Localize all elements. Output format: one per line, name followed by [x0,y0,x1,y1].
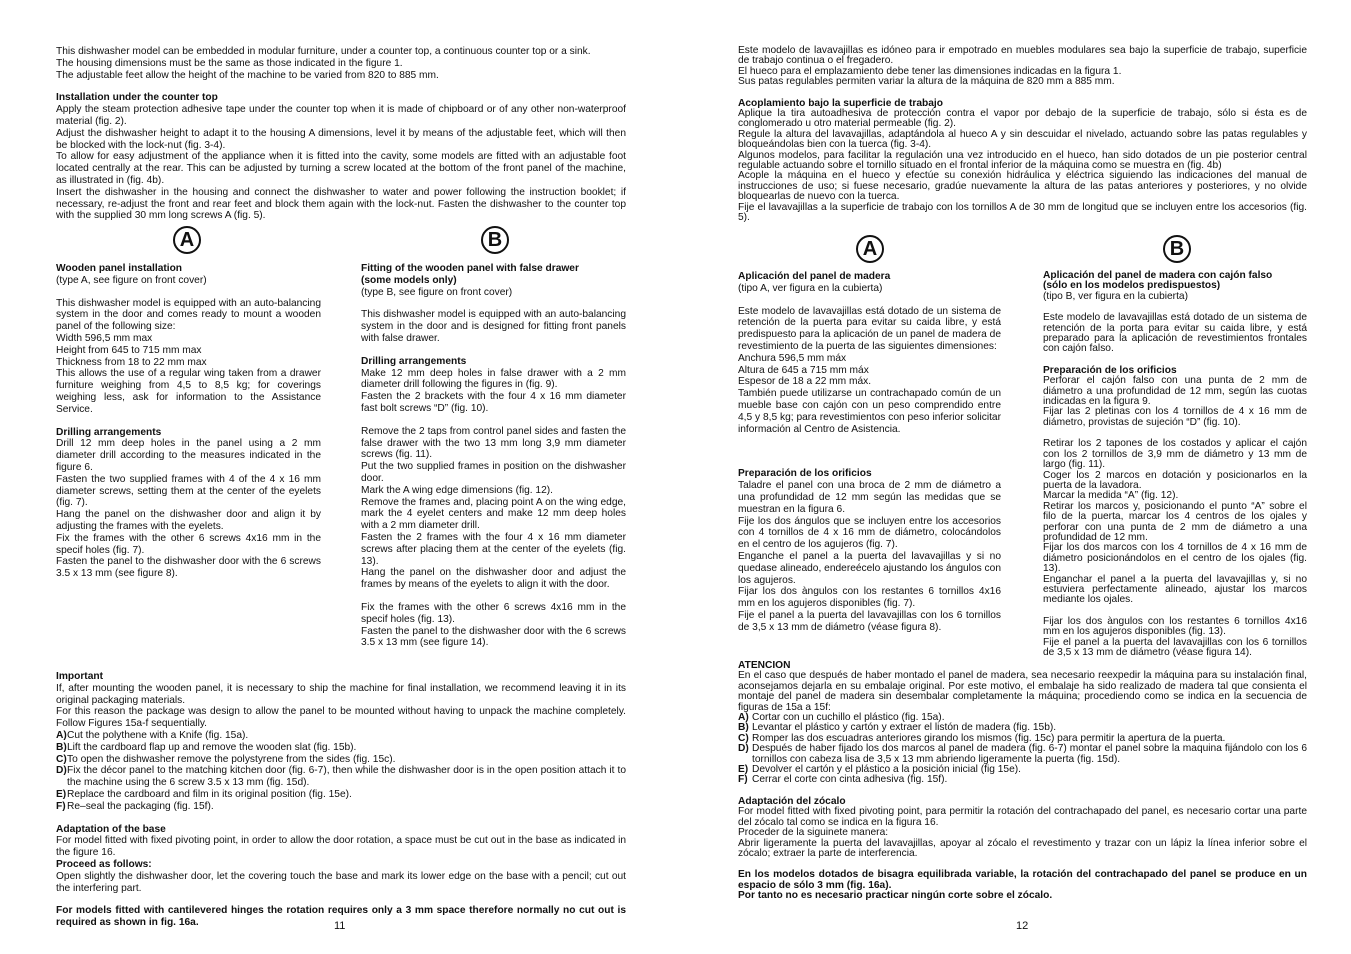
list-text: Replace the cardboard and film in its original position (fig. 15e). [67,788,352,800]
section-subheading: (sólo en los modelos predispuestos) [1043,280,1221,292]
paragraph: Fijar los dos àngulos con los restantes 6 tornillos 4x16 mm en los agujeros disponibles (fig. 13). [1043,615,1307,638]
list-key: F) [738,774,748,786]
list-text: Lift the cardboard flap up and remove the wooden slat (fig. 15b). [67,741,357,753]
list-key: E) [738,764,749,776]
section-heading: ATENCION [738,660,791,671]
paragraph: Proceder de la siguinete manera: [738,827,889,839]
section-heading: Preparación de los orificios [738,468,872,480]
spec-line: Anchura 596,5 mm máx [738,352,847,364]
paragraph: Drill 12 mm deep holes in the panel using a 2 mm diameter drill according to the measures indicated in the figure 6. [56,438,321,473]
spec-line: Altura de 645 a 715 mm máx [738,364,869,376]
paragraph: Fasten the panel to the dishwasher door with the 6 screws 3.5 x 13 mm (see figure 8). [56,556,321,580]
list-text: Levantar el plástico y cartón y extraer el listón de madera (fig. 15b). [752,722,1057,734]
list-key: C) [56,753,67,765]
list-item [56,754,626,766]
list-item [56,801,626,813]
paragraph: Fasten the 2 brackets with the four 4 x 16 mm diameter fast bolt screws “D” (fig. 10). [361,391,626,414]
section-heading: Aplicación del panel de madera [738,271,891,282]
paragraph: For model fitted with fixed pivoting point, para permitir la rotación del contrachapado del panel, es necesario cortar una parte del zócalo tal como se indica en la figura 16. [738,806,1307,828]
section-heading: Wooden panel installation [56,263,183,274]
paragraph: Open slightly the dishwasher door, let the covering touch the base and mark its lower edge on the base with a pencil; cut out the interfering part. [56,870,626,894]
paragraph: The housing dimensions must be the same as those indicated in the figure 1. [56,57,403,69]
paragraph: Algunos modelos, para facilitar la regulación una vez introducido en el hueco, han sido dotados de un pie posterior central regulable actuando sobre el tornillo situado en el frontal inferior de la máquina como se muestra en (fig. 4b) [738,149,1307,172]
paragraph: También puede utilizarse un contrachapado común de un mueble base con cajón con un peso comprendido entre 4,5 y 8,5 kg; para revestimientos con peso inferior solicitar información al Centro de Asistencia. [738,388,1001,435]
paragraph: Hang the panel on the dishwasher door and align it by adjusting the frames with the eyelets. [56,509,321,532]
left-col-b [361,263,626,649]
list-text: Re–seal the packaging (fig. 15f). [67,800,214,812]
section-heading: Aplicación del panel de madera con cajón falso [1043,270,1273,281]
list-item [56,730,626,742]
section-heading: Proceed as follows: [56,858,152,870]
list-key: A) [56,729,67,741]
paragraph: Mark the A wing edge dimensions (fig. 12). [361,484,553,496]
list-key: D) [738,743,749,755]
paragraph: Retirar los 2 tapones de los costados y aplicar el cajón con los 2 tornillos de 3,9 mm de diámetro y 13 mm de largo (fig. 11). [1043,438,1307,471]
paragraph: Fijar los dos àngulos con los restantes 6 tornillos 4x16 mm en los agujeros disponibles (fig. 7). [738,586,1001,610]
list-text: Fix the décor panel to the matching kitchen door (fig. 6-7), then while the dishwasher door is in the open position attach it to the machine using the 6 screw 3.5 x 13 mm (fig. 15d). [67,765,626,789]
list-key: B) [56,741,67,753]
type-b-badge: B [1163,235,1191,263]
paragraph: Aplique la tira autoadhesiva de protección contra el vapor por debajo de la superficie de trabajo, sólo si ésta es de conglomerado u otro material permeable (fig. 2). [738,108,1307,130]
section-heading: Important [56,671,103,682]
right-bottom [738,661,1307,902]
paragraph: Acople la máquina en el hueco y efectúe su conexión hidráulica y eléctrica siguiendo las indicaciones del manual de instrucciones de uso; si fuese necesario, gradúe nuevamente la altura de las patas anteriores y posteriores, y no olvide bloquearlas de nuevo con la tuerca. [738,170,1307,203]
note-bold: For models fitted with cantilevered hinges the rotation requires only a 3 mm space therefore normally no cut out is required as shown in fig. 16a. [56,905,626,929]
paragraph: El hueco para el emplazamiento debe tener las dimensiones indicadas en la figura 1. [738,65,1122,77]
type-note: (type B, see figure on front cover) [361,286,513,298]
list-key: C) [738,732,749,744]
paragraph: En el caso que después de haber montado el panel de madera, sea necesario reexpedir la máquina para su instalación final, aconsejamos dejarla en su embalaje original. Por este motivo, el embalaje ha sido realizado de madera tal que consienta el montaje del panel de madera sin desembalar completamente la máquina; procediendo como se indica en la secuencia de figuras de 15a a 15f: [738,670,1307,713]
type-note: (tipo B, ver figura en la cubierta) [1043,290,1188,302]
paragraph: This dishwasher model can be embedded in modular furniture, under a counter top, a continuous counter top or a sink. [56,46,591,57]
list-key: F) [56,800,66,812]
page-number: 12 [1016,920,1029,932]
right-intro [738,46,1307,224]
paragraph: Fije el panel a la puerta del lavavajillas con los 6 tornillos de 3,5 x 13 mm de diámetro (véase figura 8). [738,609,1001,633]
left-col-a [56,263,321,580]
paragraph: Make 12 mm deep holes in false drawer with a 2 mm diameter drill following the figures in (fig. 9). [361,367,626,391]
paragraph: For this reason the package was design to allow the panel to be mounted without having to unpack the machine completely. Follow Figures 15a-f sequentially. [56,706,626,730]
paragraph: For model fitted with fixed pivoting point, in order to allow the door rotation, a space must be cut out in the base as indicated in the figure 16. [56,835,626,859]
spec-line: Height from 645 to 715 mm max [56,344,202,356]
type-b-badge: B [481,226,509,254]
list-text: Cut the polythene with a Knife (fig. 15a). [67,729,249,741]
paragraph: Fix the frames with the other 6 screws 4x16 mm in the specif holes (fig. 13). [361,601,626,625]
paragraph: Remove the frames and, placing point A on the wing edge, mark the 4 eyelet centers and make 12 mm deep holes with a 2 mm diameter drill. [361,496,626,532]
list-text: Cerrar el corte con cinta adhesiva (fig. 15f). [752,774,948,786]
list-key: D) [56,765,67,777]
note-bold: En los modelos dotados de bisagra equilibrada variable, la rotación del contrachapado del panel se produce en un espacio de sólo 3 mm (fig. 16a). [738,869,1307,891]
list-item [738,775,1307,785]
paragraph: Fix the frames with the other 6 screws 4x16 mm in the specif holes (fig. 7). [56,532,321,556]
page-number: 11 [334,920,346,932]
list-text: To open the dishwasher remove the polystyrene from the sides (fig. 15c). [67,753,396,765]
paragraph: Coger los 2 marcos en dotación y posicionarlos en la puerta de la lavadora. [1043,469,1307,491]
paragraph: Fasten the 2 frames with the four 4 x 16 mm diameter screws after placing them at the center of the eyelets (fig. 13). [361,531,626,567]
type-a-badge: A [856,235,884,263]
paragraph: To allow for easy adjustment of the appliance when it is fitted into the cavity, some models are fitted with an adjustable foot located centrally at the rear. This can be adjusted by turning a screw located at the bottom of the front panel of the machine, as illustrated in (fig. 4b). [56,151,626,186]
paragraph: Remove the 2 taps from control panel sides and fasten the false drawer with the two 13 mm long 3,9 mm diameter screws (fig. 11). [361,425,626,461]
section-heading: Acoplamiento bajo la superficie de trabajo [738,97,943,109]
paragraph: If, after mounting the wooden panel, it is necessary to ship the machine for final installation, we recommend leaving it in its original packaging materials. [56,682,626,706]
type-note: (type A, see figure on front cover) [56,274,207,286]
section-heading: Fitting of the wooden panel with false drawer [361,263,579,274]
paragraph: Este modelo de lavavajillas es idóneo para ir empotrado en muebles modulares sea bajo la superficie de trabajo, superficie de trabajo continua o el fregadero. [738,45,1307,67]
paragraph: Perforar el cajón falso con una punta de 2 mm de diámetro a una profundidad de 12 mm, según las cuotas indicadas en la figura 9. [1043,375,1307,408]
paragraph: Fije el lavavajillas a la superficie de trabajo con los tornillos A de 30 mm de longitud que se incluyen entre los accesorios (fig. 5). [738,201,1307,224]
paragraph: Fasten the two supplied frames with 4 of the 4 x 16 mm diameter screws, setting them at the center of the eyelets (fig. 7). [56,473,321,509]
section-heading: Installation under the counter top [56,92,218,104]
paragraph: Fasten the panel to the dishwasher door with the 6 screws 3.5 x 13 mm (see figure 14). [361,625,626,649]
section-subheading: (some models only) [361,274,457,286]
paragraph: Retirar los marcos y, posicionando el punto “A” sobre el filo de la puerta, marcar los 4 centros de los ojales y perforar con una punta de 2 mm de diámetro a una profundidad de 12 mm. [1043,500,1307,543]
section-heading: Drilling arrangements [56,426,162,438]
paragraph: This dishwasher model is equipped with an auto-balancing system in the door and comes ready to mount a wooden panel of the following size: [56,297,321,333]
paragraph: Hang the panel on the dishwasher door and adjust the frames by means of the eyelets to align it with the door. [361,567,626,591]
section-heading: Preparación de los orificios [1043,364,1177,376]
paragraph: Abrir ligeramente la puerta del lavavajillas, apoyar al zócalo el revestimento y trazar con un lápiz la línea inferior sobre el zócalo; extraer la parte de interferencia. [738,837,1307,859]
paragraph: Fijar las 2 pletinas con los 4 tornillos de 4 x 16 mm de diámetro, provistas de sujeción “D” (fig. 10). [1043,406,1307,428]
list-text: Romper las dos escuadras anteriores girando los mismos (fig. 15c) para permitir la apertura de la puerta. [752,732,1226,744]
list-text: Después de haber fijado los dos marcos al panel de madera (fig. 6-7) montar el panel sobre la maquina fijándolo con los 6 tornillos con cabeza lisa de 3,5 x 13 mm abriendo ligeramente la puerta (fig. 15d). [752,743,1307,765]
list-key: E) [56,788,67,800]
right-col-b [1043,271,1307,658]
note-bold: Por tanto no es necesario practicar ningún corte sobre el zócalo. [738,890,1053,902]
paragraph: Apply the steam protection adhesive tape under the counter top when it is made of chipboard or of any other non-waterproof material (fig. 2). [56,104,626,127]
list-text: Cortar con un cuchillo el plástico (fig. 15a). [752,712,945,724]
paragraph: Regule la altura del lavavajillas, adaptándola al hueco A y sin descuidar el nivelado, actuando sobre las patas regulables y bloqueándolas bien con la tuerca (fig. 3-4). [738,128,1307,151]
spec-line: Espesor de 18 a 22 mm máx. [738,376,872,388]
left-intro [56,46,626,222]
list-text: Devolver el cartón y el plástico a la posición inicial (fig 15e). [752,764,1021,776]
paragraph: Este modelo de lavavajillas está dotado de un sistema de retención de la porta para evitar su caida libre, y está preparado para la aplicación de revestimientos frontales con cajón falso. [1043,312,1307,355]
paragraph: Fije los dos ángulos que se incluyen entre los accesorios con 4 tornillos de 4 x 16 mm de diámetro, colocándolos en el centro de los agujeros (fig. 7). [738,515,1001,551]
paragraph: Enganche el panel a la puerta del lavavajillas y si no quedase alineado, endereécelo ajustando los ángulos con los agujeros. [738,550,1001,586]
spec-line: Width 596,5 mm max [56,332,153,344]
paragraph: Este modelo de lavavajillas está dotado de un sistema de retención de la puerta para evitar su caida libre, y está predispuesto para la aplicación de un panel de madera de revestimiento de la puerta de las siguientes dimensiones: [738,305,1001,352]
section-heading: Adaptation of the base [56,823,166,835]
list-item [738,744,1307,765]
list-key: B) [738,722,749,734]
type-a-badge: A [173,226,201,254]
spec-line: Thickness from 18 to 22 mm max [56,356,207,368]
paragraph: Fijar los dos marcos con los 4 tornillos de 4 x 16 mm de diámetro posicionándolos en el centro de los ojales (fig. 13). [1043,542,1307,575]
paragraph: Marcar la medida “A” (fig. 12). [1043,490,1179,502]
paragraph: Sus patas regulables permiten variar la altura de la máquina de 820 mm a 885 mm. [738,76,1115,88]
list-item [56,765,626,789]
list-item [56,789,626,801]
list-item [56,742,626,754]
paragraph: Insert the dishwasher in the housing and connect the dishwasher to water and power following the instruction booklet; if necessary, re-adjust the front and rear feet and block them again with the lock-nut. Fasten the dishwasher to the counter top with the supplied 30 mm long screws A (fig. 5). [56,186,626,222]
paragraph: Fije el panel a la puerta del lavavajillas con los 6 tornillos de 3,5 x 13 mm de diámetro (véase figura 14). [1043,636,1307,658]
section-heading: Drilling arrangements [361,355,467,367]
paragraph: This allows the use of a regular wing taken from a drawer furniture weighing from 4,5 to 8,5 kg; for coverings weighing less, ask for information to the Assistance Service. [56,368,321,415]
section-heading: Adaptación del zócalo [738,795,846,807]
paragraph: Adjust the dishwasher height to adapt it to the housing A dimensions, level it by means of the adjustable feet, which will then be blocked with the lock-nut (fig. 3-4). [56,127,626,151]
left-bottom [56,671,626,929]
paragraph: Taladre el panel con una broca de 2 mm de diámetro a una profundidad de 12 mm según las medidas que se muestran en la figura 6. [738,480,1001,515]
type-note: (tipo A, ver figura en la cubierta) [738,282,883,294]
paragraph: The adjustable feet allow the height of the machine to be varied from 820 to 885 mm. [56,69,439,81]
list-key: A) [738,712,749,724]
paragraph: Put the two supplied frames in position on the dishwasher door. [361,461,626,484]
right-col-a [738,271,1001,634]
paragraph: Enganchar el panel a la puerta del lavavajillas y, si no estuviera perfectamente alineado, ajustar los marcos mediante los ojales. [1043,573,1307,606]
paragraph: This dishwasher model is equipped with an auto-balancing system in the door and is designed for fitting front panels with false drawer. [361,309,626,344]
